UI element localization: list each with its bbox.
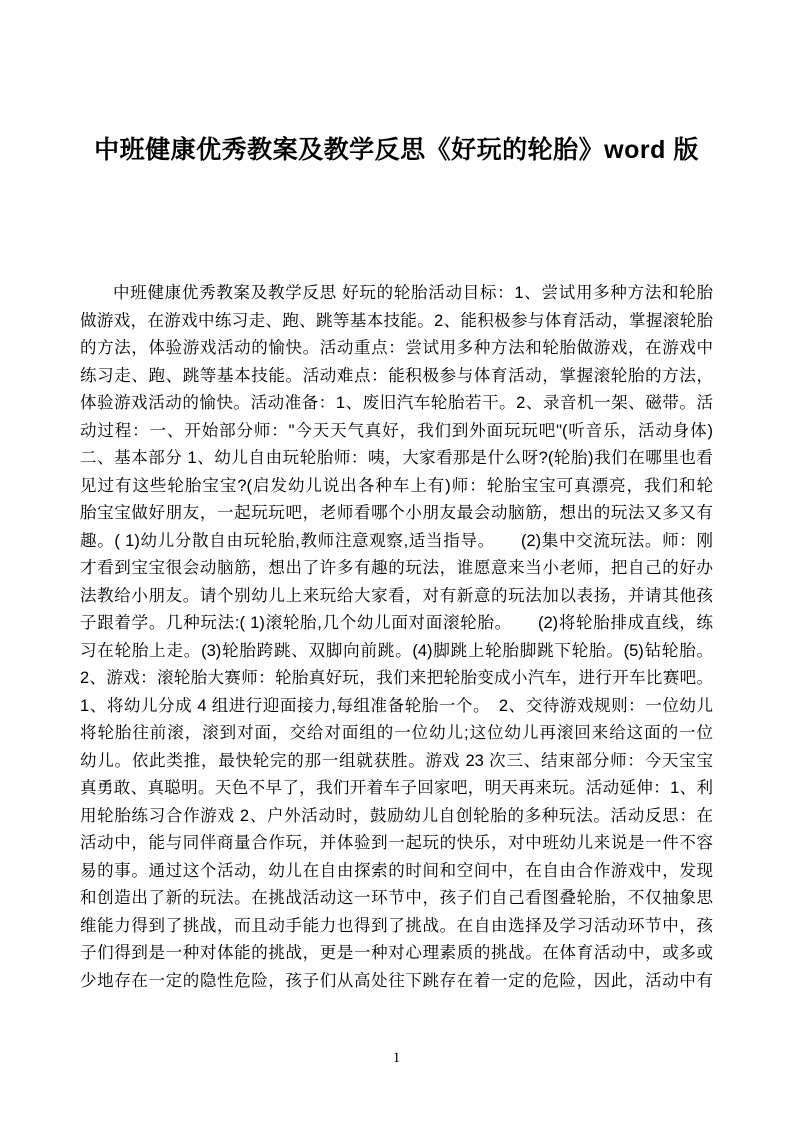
document-title: 中班健康优秀教案及教学反思《好玩的轮胎》word 版 (94, 136, 699, 164)
body-line: 1、将幼儿分成 4 组进行迎面接力,每组准备轮胎一个。 2、交待游戏规则：一位幼儿 (80, 696, 713, 715)
body-line: 用轮胎练习合作游戏 2、户外活动时，鼓励幼儿自创轮胎的多种玩法。活动反思：在 (80, 806, 713, 825)
body-line: 的方法，体验游戏活动的愉快。活动重点：尝试用多种方法和轮胎做游戏，在游戏中 (80, 339, 713, 357)
body-line: 见过有这些轮胎宝宝?(启发幼儿说出各种车上有)师：轮胎宝宝可真漂亮，我们和轮 (80, 476, 713, 495)
body-line: 做游戏，在游戏中练习走、跑、跳等基本技能。2、能积极参与体育活动，掌握滚轮胎 (80, 311, 713, 330)
body-line: 中班健康优秀教案及教学反思 好玩的轮胎活动目标：1、尝试用多种方法和轮胎 (113, 284, 713, 302)
body-line: 子跟着学。几种玩法:( 1)滚轮胎,几个幼儿面对面滚轮胎。 (2)将轮胎排成直线，练 (80, 614, 713, 632)
body-line: 少地存在一定的隐性危险，孩子们从高处往下跳存在着一定的危险，因此，活动中有 (80, 971, 713, 990)
body-line: 易的事。通过这个活动，幼儿在自由探索的时间和空间中，在自由合作游戏中，发现 (80, 861, 713, 880)
page-number: 1 (392, 1050, 401, 1066)
body-line: 胎宝宝做好朋友，一起玩玩吧，老师看哪个小朋友最会动脑筋，想出的玩法又多又有 (80, 504, 713, 522)
body-line: 活动中，能与同伴商量合作玩，并体验到一起玩的快乐，对中班幼儿来说是一件不容 (80, 834, 713, 852)
body-line: 真勇敢、真聪明。天色不早了，我们开着车子回家吧，明天再来玩。活动延伸：1、利 (80, 779, 713, 797)
body-line: 幼儿。依此类推，最快轮完的那一组就获胜。游戏 23 次三、结束部分师：今天宝宝 (80, 751, 713, 770)
body-line: 子们得到是一种对体能的挑战，更是一种对心理素质的挑战。在体育活动中，或多或 (80, 944, 713, 962)
body-line: 将轮胎往前滚，滚到对面，交给对面组的一位幼儿;这位幼儿再滚回来给这面的一位 (80, 724, 713, 742)
body-line: 法教给小朋友。请个别幼儿上来玩给大家看，对有新意的玩法加以表扬，并请其他孩 (80, 586, 713, 605)
body-line: 趣。( 1)幼儿分散自由玩轮胎,教师注意观察,适当指导。 (2)集中交流玩法。师：刚 (80, 531, 713, 550)
body-line: 维能力得到了挑战，而且动手能力也得到了挑战。在自由选择及学习活动环节中，孩 (80, 916, 713, 935)
body-line: 体验游戏活动的愉快。活动准备：1、废旧汽车轮胎若干。2、录音机一架、磁带。活 (80, 394, 713, 412)
body-line: 才看到宝宝很会动脑筋，想出了许多有趣的玩法，谁愿意来当小老师，把自己的好办 (80, 559, 713, 577)
body-line: 习在轮胎上走。(3)轮胎跨跳、双脚向前跳。(4)脚跳上轮胎脚跳下轮胎。(5)钻轮胎。 (80, 641, 713, 660)
body-line: 练习走、跑、跳等基本技能。活动难点：能积极参与体育活动，掌握滚轮胎的方法， (80, 366, 713, 385)
document-body (80, 280, 713, 995)
body-line: 和创造出了新的玩法。在挑战活动这一环节中，孩子们自己看图叠轮胎，不仅抽象思 (80, 889, 713, 907)
body-line: 动过程：一、开始部分师："今天天气真好，我们到外面玩玩吧"(听音乐，活动身体) (80, 421, 713, 440)
body-line: 二、基本部分 1、幼儿自由玩轮胎师：咦，大家看那是什么呀?(轮胎)我们在哪里也看 (80, 449, 713, 467)
body-line: 2、游戏：滚轮胎大赛师：轮胎真好玩，我们来把轮胎变成小汽车，进行开车比赛吧。 (80, 669, 713, 687)
